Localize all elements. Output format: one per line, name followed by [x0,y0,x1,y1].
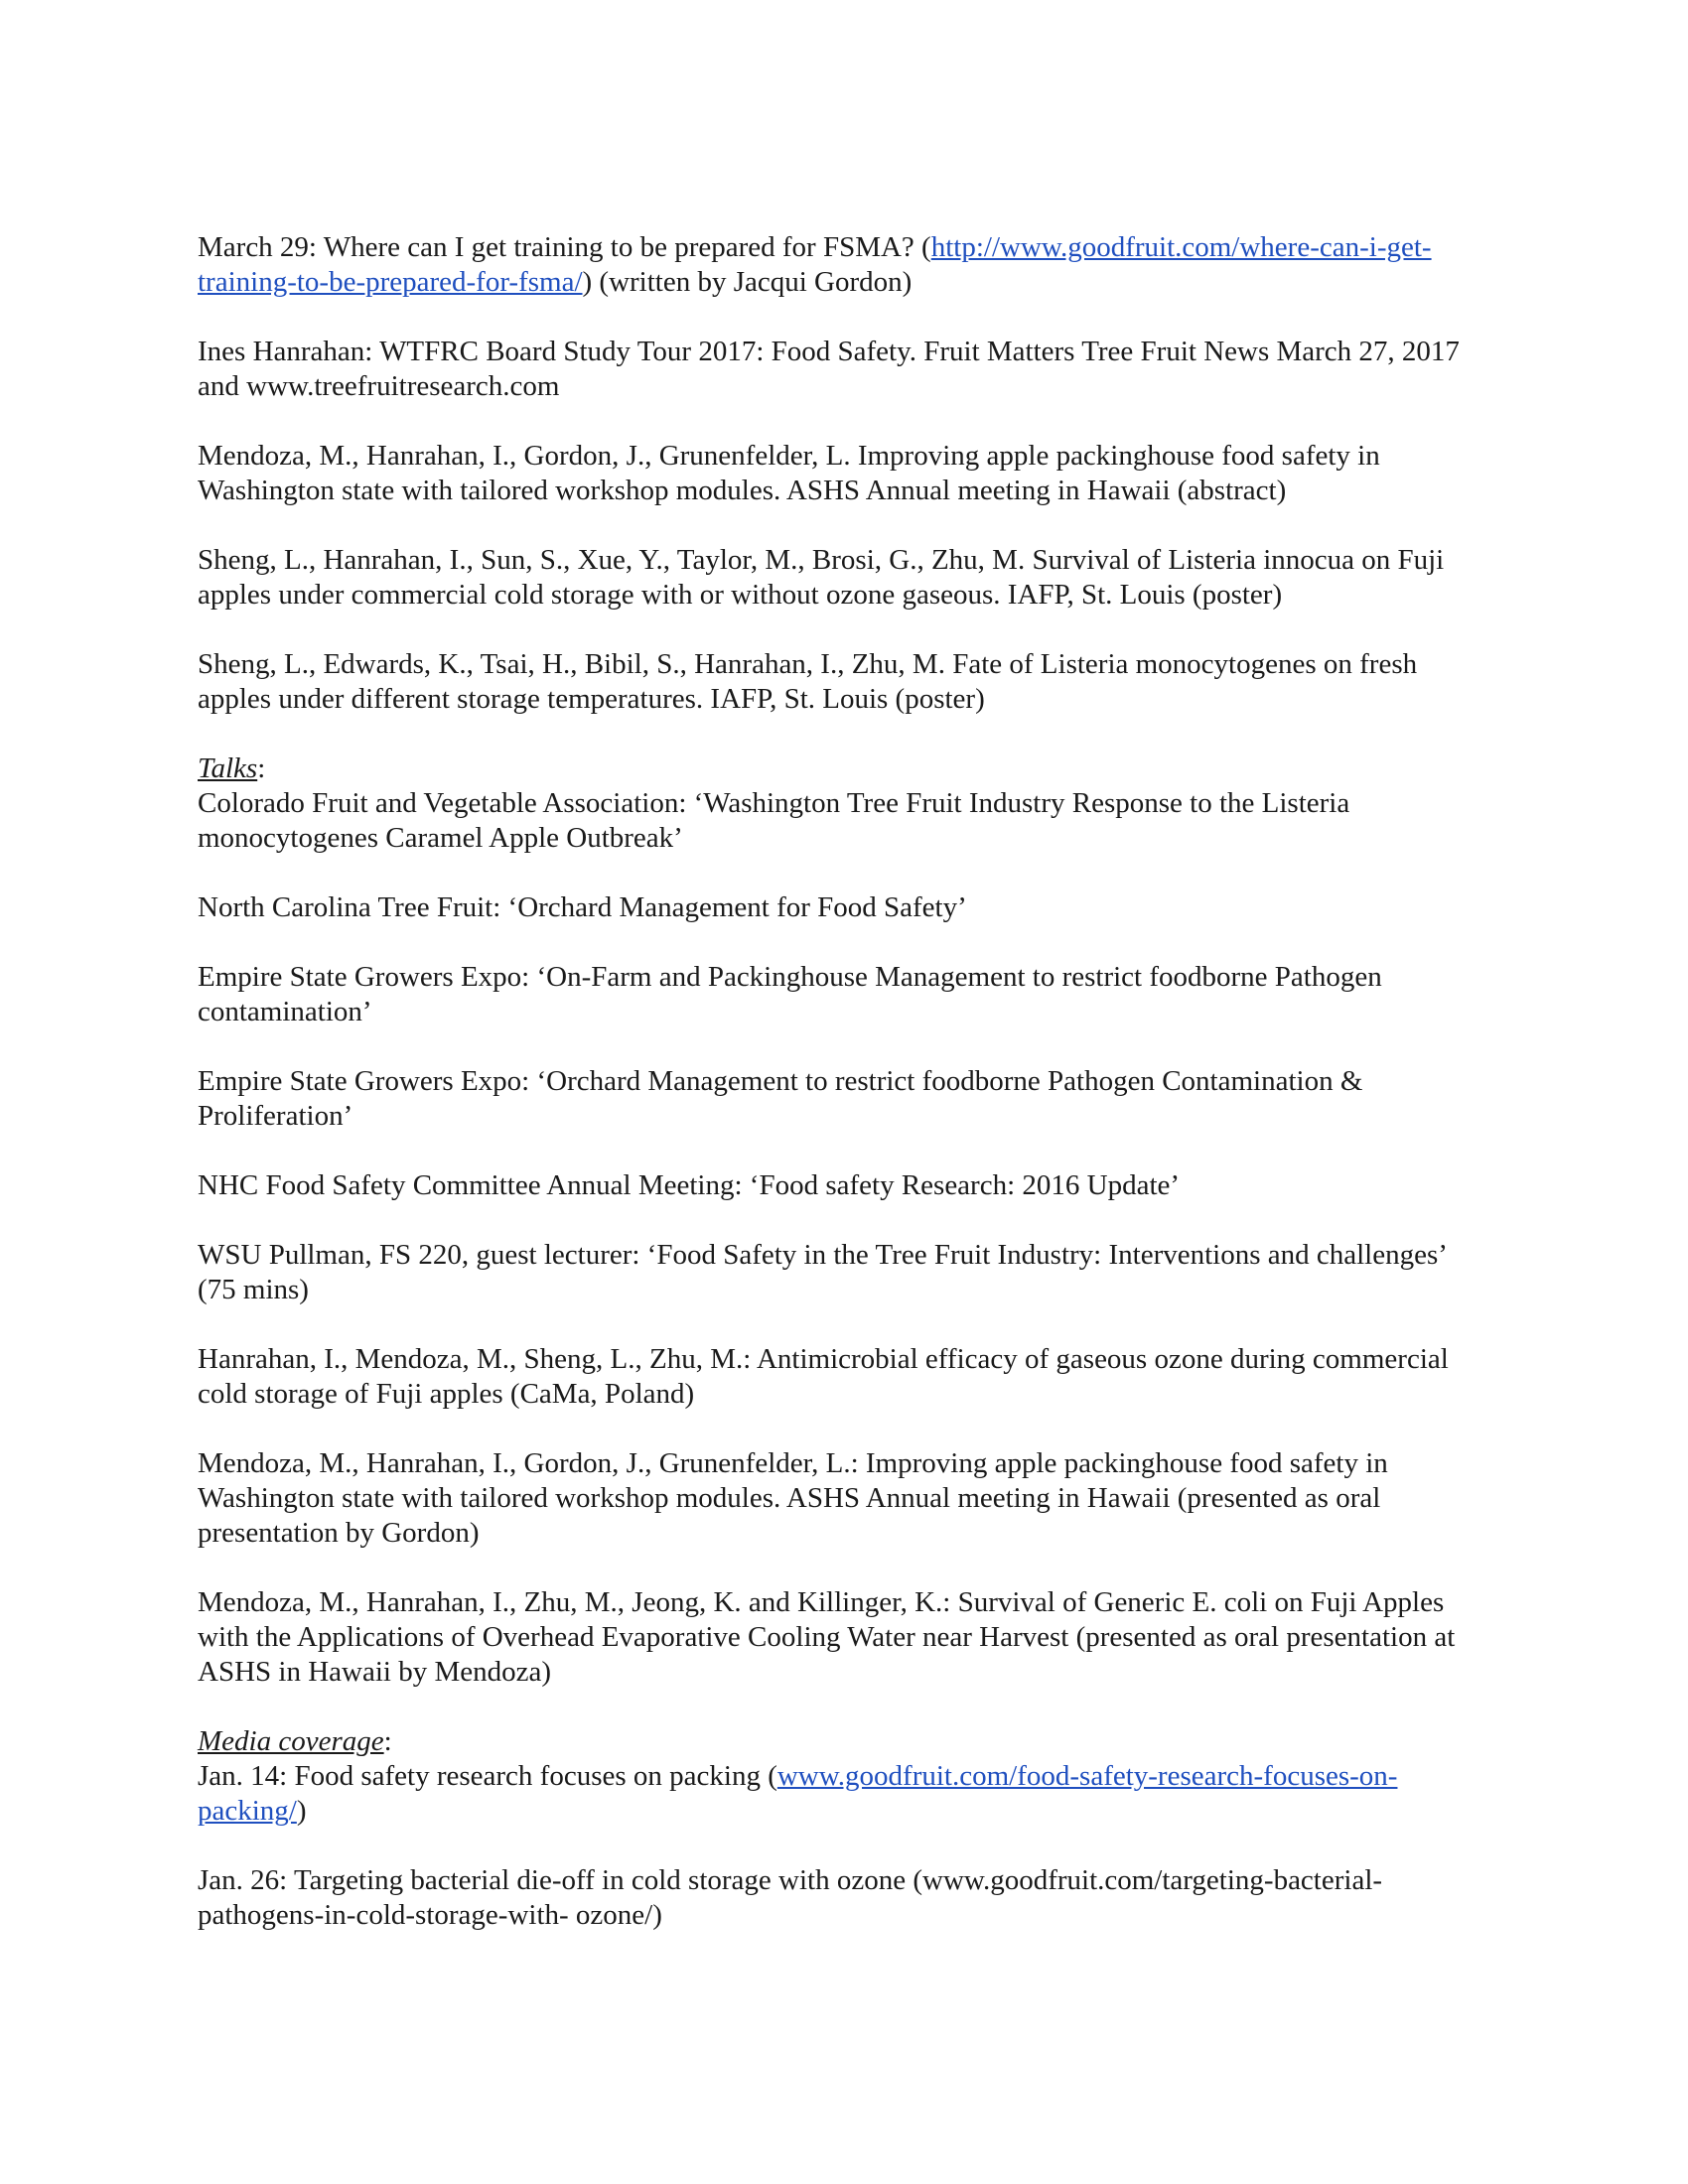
talk-item: North Carolina Tree Fruit: ‘Orchard Management for Food Safety’ [198,891,967,923]
fsma-training-link[interactable]: http://www.goodfruit.com/where-can-i-get-training-to-be-prepared-for-fsma/ [198,231,1432,298]
talks-heading-line [198,751,1488,786]
entry-board-study-tour: Ines Hanrahan: WTFRC Board Study Tour 2017: Food Safety. Fruit Matters Tree Fruit News March 27, 2017 and www.treefruitresearch.com [198,336,1460,402]
talks-heading-colon: : [257,752,266,784]
talk-item: Hanrahan, I., Mendoza, M., Sheng, L., Zhu, M.: Antimicrobial efficacy of gaseous ozone during commercial cold storage of Fuji apples (CaMa, Poland) [198,1343,1449,1410]
media-item-ozone: Jan. 26: Targeting bacterial die-off in cold storage with ozone (www.goodfruit.com/targeting-bacterial-pathogens-in-cold-storage-with- ozone/) [198,1864,1383,1931]
media-heading-colon: : [383,1725,392,1757]
entry-listeria-monocytogenes-poster: Sheng, L., Edwards, K., Tsai, H., Bibil, S., Hanrahan, I., Zhu, M. Fate of Listeria monocytogenes on fresh apples under different storage temperatures. IAFP, St. Louis (poster) [198,648,1418,715]
talk-item: Mendoza, M., Hanrahan, I., Gordon, J., Grunenfelder, L.: Improving apple packinghouse food safety in Washington state with tailored workshop modules. ASHS Annual meeting in Hawaii (presented as oral presentation by Gordon) [198,1447,1388,1549]
entry-fsma-prefix: March 29: Where can I get training to be prepared for FSMA? ( [198,231,931,263]
talk-item: NHC Food Safety Committee Annual Meeting: ‘Food safety Research: 2016 Update’ [198,1169,1181,1201]
talk-item: Empire State Growers Expo: ‘Orchard Management to restrict foodborne Pathogen Contamination & Proliferation’ [198,1065,1363,1132]
entry-ashs-abstract: Mendoza, M., Hanrahan, I., Gordon, J., Grunenfelder, L. Improving apple packinghouse food safety in Washington state with tailored workshop modules. ASHS Annual meeting in Hawaii (abstract) [198,440,1380,506]
talk-item: Empire State Growers Expo: ‘On-Farm and Packinghouse Management to restrict foodborne Pathogen contamination’ [198,961,1382,1027]
talk-item: Mendoza, M., Hanrahan, I., Zhu, M., Jeong, K. and Killinger, K.: Survival of Generic E. coli on Fuji Apples with the Applications of Overhead Evaporative Cooling Water near Harvest (presented as oral presentation at ASHS in Hawaii by Mendoza) [198,1586,1456,1688]
talks-heading: Talks [198,752,258,784]
talk-item: Colorado Fruit and Vegetable Association: ‘Washington Tree Fruit Industry Response to the Listeria monocytogenes Caramel Apple Outbreak’ [198,787,1350,854]
media-item-packing [198,1759,1488,1829]
packing-article-link[interactable]: www.goodfruit.com/food-safety-research-focuses-on-packing/ [198,1760,1398,1827]
media-item-packing-suffix: ) [296,1795,307,1827]
entry-fsma-suffix: ) (written by Jacqui Gordon) [582,266,913,298]
media-item-packing-prefix: Jan. 14: Food safety research focuses on packing ( [198,1760,777,1792]
document-page [198,230,1488,1968]
entry-fsma-training [198,230,1488,300]
media-heading-line [198,1724,1488,1759]
entry-listeria-innocua-poster: Sheng, L., Hanrahan, I., Sun, S., Xue, Y., Taylor, M., Brosi, G., Zhu, M. Survival of Listeria innocua on Fuji apples under commercial cold storage with or without ozone gaseous. IAFP, St. Louis (poster) [198,544,1445,611]
talk-item: WSU Pullman, FS 220, guest lecturer: ‘Food Safety in the Tree Fruit Industry: Interventions and challenges’ (75 mins) [198,1239,1446,1305]
media-coverage-heading: Media coverage [198,1725,384,1757]
